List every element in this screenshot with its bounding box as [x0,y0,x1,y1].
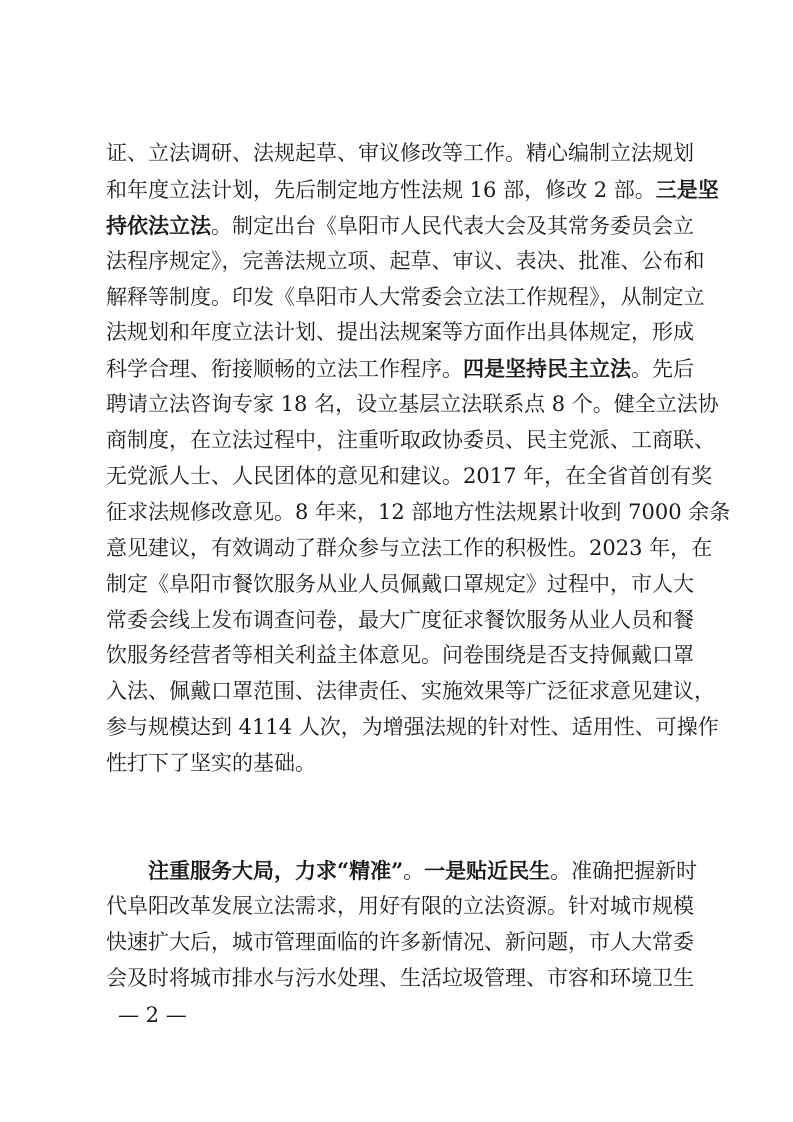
body-text: 法规划和年度立法计划、提出法规案等方面作出具体规定，形成 [106,320,694,345]
bold-heading-text: 一是贴近民生 [424,858,551,883]
text-line [106,387,719,423]
body-text: 。准确把握新时 [550,859,698,883]
body-text: 会及时将城市排水与污水处理、生活垃圾管理、市容和环境卫生 [106,965,694,990]
body-text: 快速扩大后，城市管理面临的许多新情况、新问题，市人大常委 [106,929,694,954]
bold-heading-text: 注重服务大局，力求“精准” [148,858,404,883]
bold-heading-text: 四是坚持民主立法 [463,356,631,382]
body-text: 征求法规修改意见。8 年来，12 部地方性法规累计收到 7000 余条 [106,499,731,524]
text-line [106,567,694,603]
body-text: 法程序规定》，完善法规立项、起草、审议、表决、批准、公布和 [106,248,705,273]
body-text: 意见建议，有效调动了群众参与立法工作的积极性。2023 年，在 [106,535,713,560]
body-text: 饮服务经营者等相关利益主体意见。问卷围绕是否支持佩戴口罩 [106,643,694,668]
text-line [106,638,694,674]
body-text: 性打下了坚实的基础。 [106,751,316,776]
text-line [106,280,705,316]
body-text: 制定《阜阳市餐饮服务从业人员佩戴口罩规定》过程中，市人大 [106,571,694,596]
text-line [106,244,705,280]
text-line [106,172,719,208]
body-text [106,859,148,883]
bold-heading-text: 持依法立法 [106,212,211,238]
body-text: 和年度立法计划，先后制定地方性法规 16 部，修改 2 部。 [106,177,656,202]
bold-heading-text: 三是坚 [655,176,719,202]
text-line [106,351,694,387]
page-number: — 2 — [118,1003,187,1027]
text-line [106,889,694,925]
body-text: 聘请立法咨询专家 18 名，设立基层立法联系点 8 个。健全立法协 [106,392,719,417]
paragraph-legislation-work [106,136,731,782]
body-text: 商制度，在立法过程中，注重听取政协委员、民主党派、工商联、 [106,428,715,453]
body-text: 科学合理、衔接顺畅的立法工作程序。 [106,357,463,382]
body-text: 解释等制度。印发《阜阳市人大常委会立法工作规程》，从制定立 [106,284,705,309]
text-line [106,208,694,244]
body-text: 无党派人士、人民团体的意见和建议。2017 年，在全省首创有奖 [106,464,713,489]
text-line [106,746,691,782]
text-line [106,315,694,351]
body-text: 。 [403,859,425,883]
paragraph-serve-overall-situation [106,853,698,997]
body-text: 入法、佩戴口罩范围、法律责任、实施效果等广泛征求意见建议， [106,679,715,704]
body-text: 代阜阳改革发展立法需求，用好有限的立法资源。针对城市规模 [106,893,694,918]
text-line [106,961,694,997]
body-text: 证、立法调研、法规起草、审议修改等工作。精心编制立法规划 [106,141,694,165]
text-line [106,603,694,639]
body-text: 常委会线上发布调查问卷，最大广度征求餐饮服务从业人员和餐 [106,607,694,632]
text-line [106,136,694,172]
text-line [106,925,694,961]
text-line [106,459,713,495]
body-text: 。制定出台《阜阳市人民代表大会及其常务委员会立 [211,213,694,238]
body-text: 。先后 [631,357,694,382]
text-line [106,531,713,567]
body-text: 参与规模达到 4114 人次，为增强法规的针对性、适用性、可操作 [106,715,719,740]
text-line [106,495,731,531]
text-line [106,674,715,710]
text-line [106,423,715,459]
text-line [106,853,698,889]
text-line [106,710,719,746]
